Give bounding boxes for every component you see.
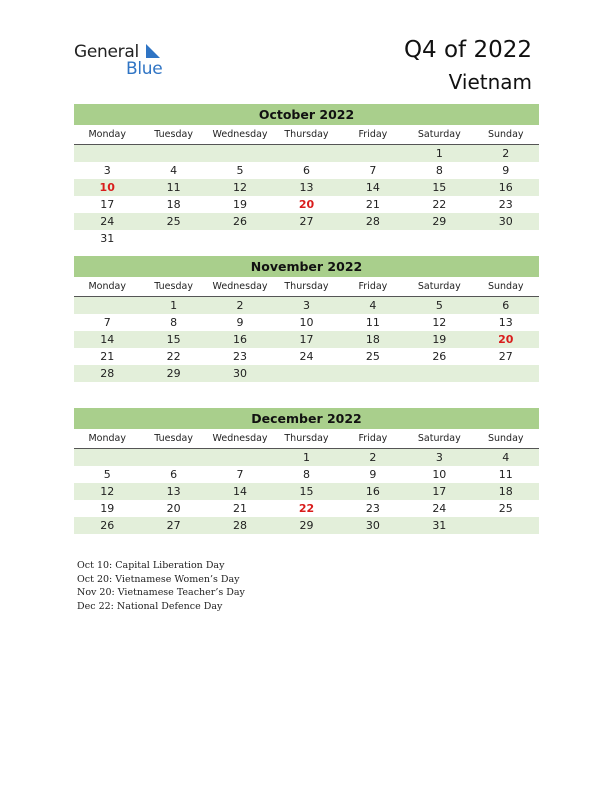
week-row [74,297,539,314]
date-cell: 26 [233,215,248,228]
week-row [74,517,539,534]
date-cell: 16 [498,181,513,194]
date-cell: 6 [502,299,510,312]
date-cell: 22 [432,198,447,211]
date-cell: 15 [299,485,314,498]
date-cell: 24 [299,350,314,363]
date-cell [207,449,273,466]
date-cell [473,365,539,382]
logo-triangle-icon [142,44,162,60]
date-cell: 19 [432,333,447,346]
date-cell [140,230,206,247]
date-cell: 28 [100,367,115,380]
weekday-label: Friday [358,433,388,444]
date-cell: 18 [365,333,380,346]
date-cell: 14 [233,485,248,498]
date-cell: 16 [233,333,248,346]
date-cell: 23 [365,502,380,515]
date-cell: 14 [100,333,115,346]
date-cell: 29 [166,367,181,380]
date-cell: 31 [100,232,115,245]
month-calendar [74,408,539,534]
week-row [74,483,539,500]
date-cell: 12 [100,485,115,498]
date-cell: 2 [369,451,377,464]
date-cell [340,365,406,382]
weekday-label: Saturday [417,281,461,292]
date-cell [340,145,406,162]
date-cell: 23 [498,198,513,211]
date-cell: 12 [432,316,447,329]
date-cell: 24 [432,502,447,515]
logo-text-general: General [74,42,139,62]
date-cell [140,145,206,162]
date-cell: 1 [302,451,310,464]
weekday-label: Wednesday [212,433,268,444]
date-cell: 17 [100,198,115,211]
weekday-label: Thursday [284,129,329,140]
date-cell: 9 [369,468,377,481]
month-title: November 2022 [74,256,539,277]
date-cell: 27 [498,350,513,363]
date-cell: 12 [233,181,248,194]
page-title: Q4 of 2022 [403,37,532,63]
week-row [74,314,539,331]
date-cell: 21 [365,198,380,211]
weekday-label: Thursday [284,281,329,292]
logo-text-blue: Blue [126,59,163,79]
date-cell: 30 [233,367,248,380]
date-cell [74,449,140,466]
date-cell: 15 [432,181,447,194]
date-cell: 31 [432,519,447,532]
date-cell: 25 [365,350,380,363]
date-cell: 4 [502,451,510,464]
week-row [74,331,539,348]
date-cell: 6 [302,164,310,177]
date-cell: 26 [432,350,447,363]
date-cell: 10 [432,468,447,481]
week-row [74,213,539,230]
date-cell: 7 [369,164,377,177]
date-cell [273,230,339,247]
date-cell: 8 [302,468,310,481]
week-row [74,348,539,365]
date-cell [473,230,539,247]
date-cell: 28 [233,519,248,532]
month-title: December 2022 [74,408,539,429]
date-cell: 14 [365,181,380,194]
date-cell: 23 [233,350,248,363]
weekday-label: Tuesday [154,281,193,292]
date-cell: 13 [166,485,181,498]
date-cell [273,365,339,382]
date-cell: 7 [236,468,244,481]
date-cell: 22 [166,350,181,363]
date-cell: 26 [100,519,115,532]
holiday-note: Oct 20: Vietnamese Women’s Day [77,573,240,585]
date-cell: 24 [100,215,115,228]
weekday-header-row [74,429,539,449]
holiday-date-cell: 10 [99,181,115,194]
date-cell: 6 [170,468,178,481]
date-cell: 19 [233,198,248,211]
date-cell: 5 [435,299,443,312]
week-row [74,145,539,162]
date-cell: 4 [369,299,377,312]
date-cell [207,230,273,247]
date-cell [140,449,206,466]
weekday-header-row [74,277,539,297]
date-cell: 1 [435,147,443,160]
weekday-label: Sunday [487,433,524,444]
date-cell: 5 [103,468,111,481]
date-cell: 17 [432,485,447,498]
date-cell: 8 [170,316,178,329]
weekday-label: Wednesday [212,281,268,292]
weekday-label: Sunday [487,129,524,140]
weekday-label: Tuesday [154,129,193,140]
date-cell [207,145,273,162]
month-title: October 2022 [74,104,539,125]
date-cell: 29 [299,519,314,532]
date-cell: 5 [236,164,244,177]
month-calendar [74,104,539,247]
weekday-label: Saturday [417,433,461,444]
weekday-label: Friday [358,281,388,292]
holiday-date-cell: 22 [298,502,315,515]
date-cell: 2 [502,147,510,160]
holiday-note: Oct 10: Capital Liberation Day [77,560,225,571]
date-cell: 25 [166,215,181,228]
weekday-label: Monday [88,129,126,140]
date-cell: 3 [435,451,443,464]
month-calendar [74,256,539,382]
holiday-date-cell: 20 [298,198,315,211]
date-cell: 16 [365,485,380,498]
date-cell: 10 [299,316,314,329]
date-cell: 15 [166,333,181,346]
weekday-label: Sunday [487,281,524,292]
date-cell: 25 [498,502,513,515]
date-cell: 21 [100,350,115,363]
date-cell: 13 [498,316,513,329]
date-cell: 3 [103,164,111,177]
date-cell: 9 [502,164,510,177]
date-cell: 28 [365,215,380,228]
date-cell: 9 [236,316,244,329]
date-cell [74,145,140,162]
date-cell: 3 [302,299,310,312]
date-cell: 17 [299,333,314,346]
date-cell [406,365,472,382]
date-cell: 29 [432,215,447,228]
generalblue-logo [74,42,174,82]
weekday-label: Saturday [417,129,461,140]
date-cell [74,297,140,314]
date-cell: 30 [365,519,380,532]
date-cell [473,517,539,534]
date-cell: 18 [166,198,181,211]
date-cell: 11 [498,468,513,481]
date-cell: 4 [170,164,178,177]
weekday-label: Monday [88,433,126,444]
date-cell: 19 [100,502,115,515]
weekday-header-row [74,125,539,145]
week-row [74,449,539,466]
date-cell: 2 [236,299,244,312]
date-cell: 20 [166,502,181,515]
date-cell [340,230,406,247]
holiday-date-cell: 20 [498,333,514,346]
week-row [74,500,539,517]
week-row [74,196,539,213]
date-cell: 27 [166,519,181,532]
date-cell: 27 [299,215,314,228]
weekday-label: Thursday [284,433,329,444]
date-cell [273,145,339,162]
holiday-note: Dec 22: National Defence Day [77,600,223,612]
date-cell [406,230,472,247]
date-cell: 13 [299,181,314,194]
date-cell: 30 [498,215,513,228]
date-cell: 11 [166,181,181,194]
weekday-label: Tuesday [154,433,193,444]
week-row [74,179,539,196]
week-row [74,230,539,247]
weekday-label: Wednesday [212,129,268,140]
week-row [74,365,539,382]
country-name: Vietnam [448,70,532,94]
holiday-notes [77,559,245,613]
date-cell: 21 [233,502,248,515]
week-row [74,466,539,483]
date-cell: 7 [103,316,111,329]
date-cell: 8 [435,164,443,177]
weekday-label: Monday [88,281,126,292]
weekday-label: Friday [358,129,388,140]
date-cell: 11 [365,316,380,329]
date-cell: 18 [498,485,513,498]
date-cell: 1 [170,299,178,312]
holiday-note: Nov 20: Vietnamese Teacher’s Day [77,587,245,598]
week-row [74,162,539,179]
